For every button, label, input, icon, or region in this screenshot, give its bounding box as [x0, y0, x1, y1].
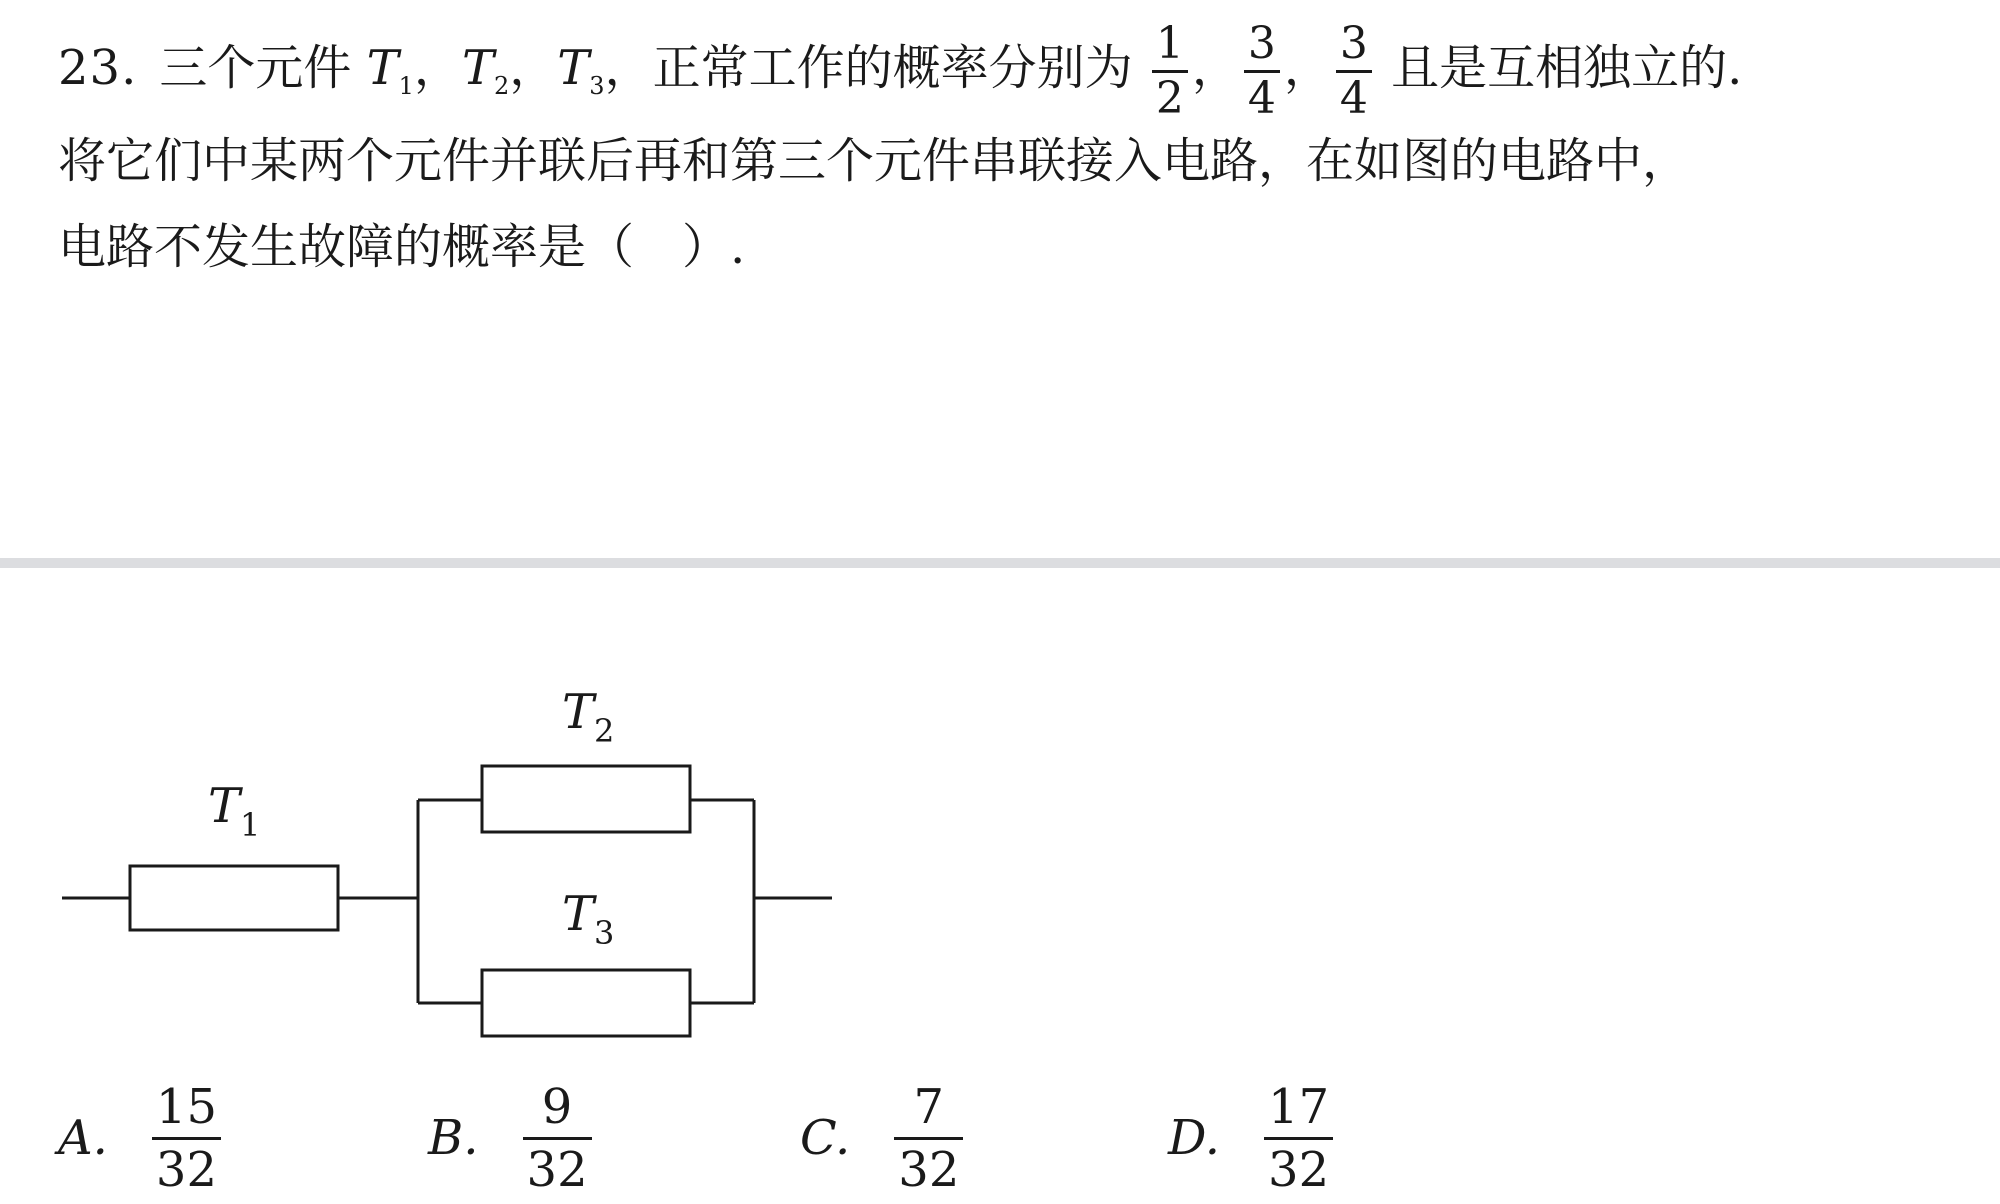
option-b[interactable] — [428, 1078, 596, 1198]
circuit-diagram — [0, 680, 900, 1060]
option-c-fraction: $\frac{7}{32}$ — [894, 1083, 963, 1194]
resistor-t2 — [482, 766, 690, 832]
section-divider — [0, 558, 2000, 568]
resistor-t1 — [130, 866, 338, 930]
resistor-t3 — [482, 970, 690, 1036]
element-t2: $T_2$ — [461, 40, 510, 100]
probability-fraction-2: $\frac{3}{4}$ — [1244, 22, 1280, 121]
question-text-part-2: 正常工作的概率分别为 — [652, 40, 1133, 96]
separator: ， — [604, 40, 653, 96]
probability-fraction-1: $\frac{1}{2}$ — [1152, 22, 1188, 121]
question-line-3: 电路不发生故障的概率是（ ）. — [58, 219, 746, 275]
separator: ， — [509, 40, 558, 96]
question-text-part-3: 且是互相独立的. — [1391, 40, 1743, 96]
probability-fraction-3: $\frac{3}{4}$ — [1336, 22, 1372, 121]
element-t3: $T_3$ — [557, 40, 605, 100]
option-d-letter: D. — [1168, 1110, 1221, 1166]
separator: ， — [413, 40, 462, 96]
question-line-2: 将它们中某两个元件并联后再和第三个元件串联接入电路，在如图的电路中， — [58, 133, 1691, 189]
element-t1: $T_1$ — [366, 40, 414, 100]
option-a-fraction: $\frac{15}{32}$ — [152, 1083, 221, 1194]
label-t2: $T_2$ — [562, 684, 615, 750]
question-text — [58, 18, 1958, 290]
separator: ， — [1283, 40, 1332, 96]
option-c[interactable] — [800, 1078, 967, 1198]
question-line-1 — [58, 18, 1958, 124]
option-d[interactable] — [1168, 1078, 1337, 1198]
option-c-letter: C. — [800, 1110, 851, 1166]
option-a[interactable] — [58, 1078, 225, 1198]
question-text-part-1: 三个元件 — [159, 40, 352, 96]
option-b-fraction: $\frac{9}{32}$ — [523, 1083, 592, 1194]
question-number: 23. — [58, 40, 138, 96]
option-a-letter: A. — [58, 1110, 108, 1166]
label-t3: $T_3$ — [562, 886, 615, 952]
label-t1: $T_1$ — [208, 778, 261, 844]
option-d-fraction: $\frac{17}{32}$ — [1264, 1083, 1333, 1194]
answer-options — [58, 1078, 1558, 1198]
separator: ， — [1191, 40, 1240, 96]
option-b-letter: B. — [428, 1110, 479, 1166]
